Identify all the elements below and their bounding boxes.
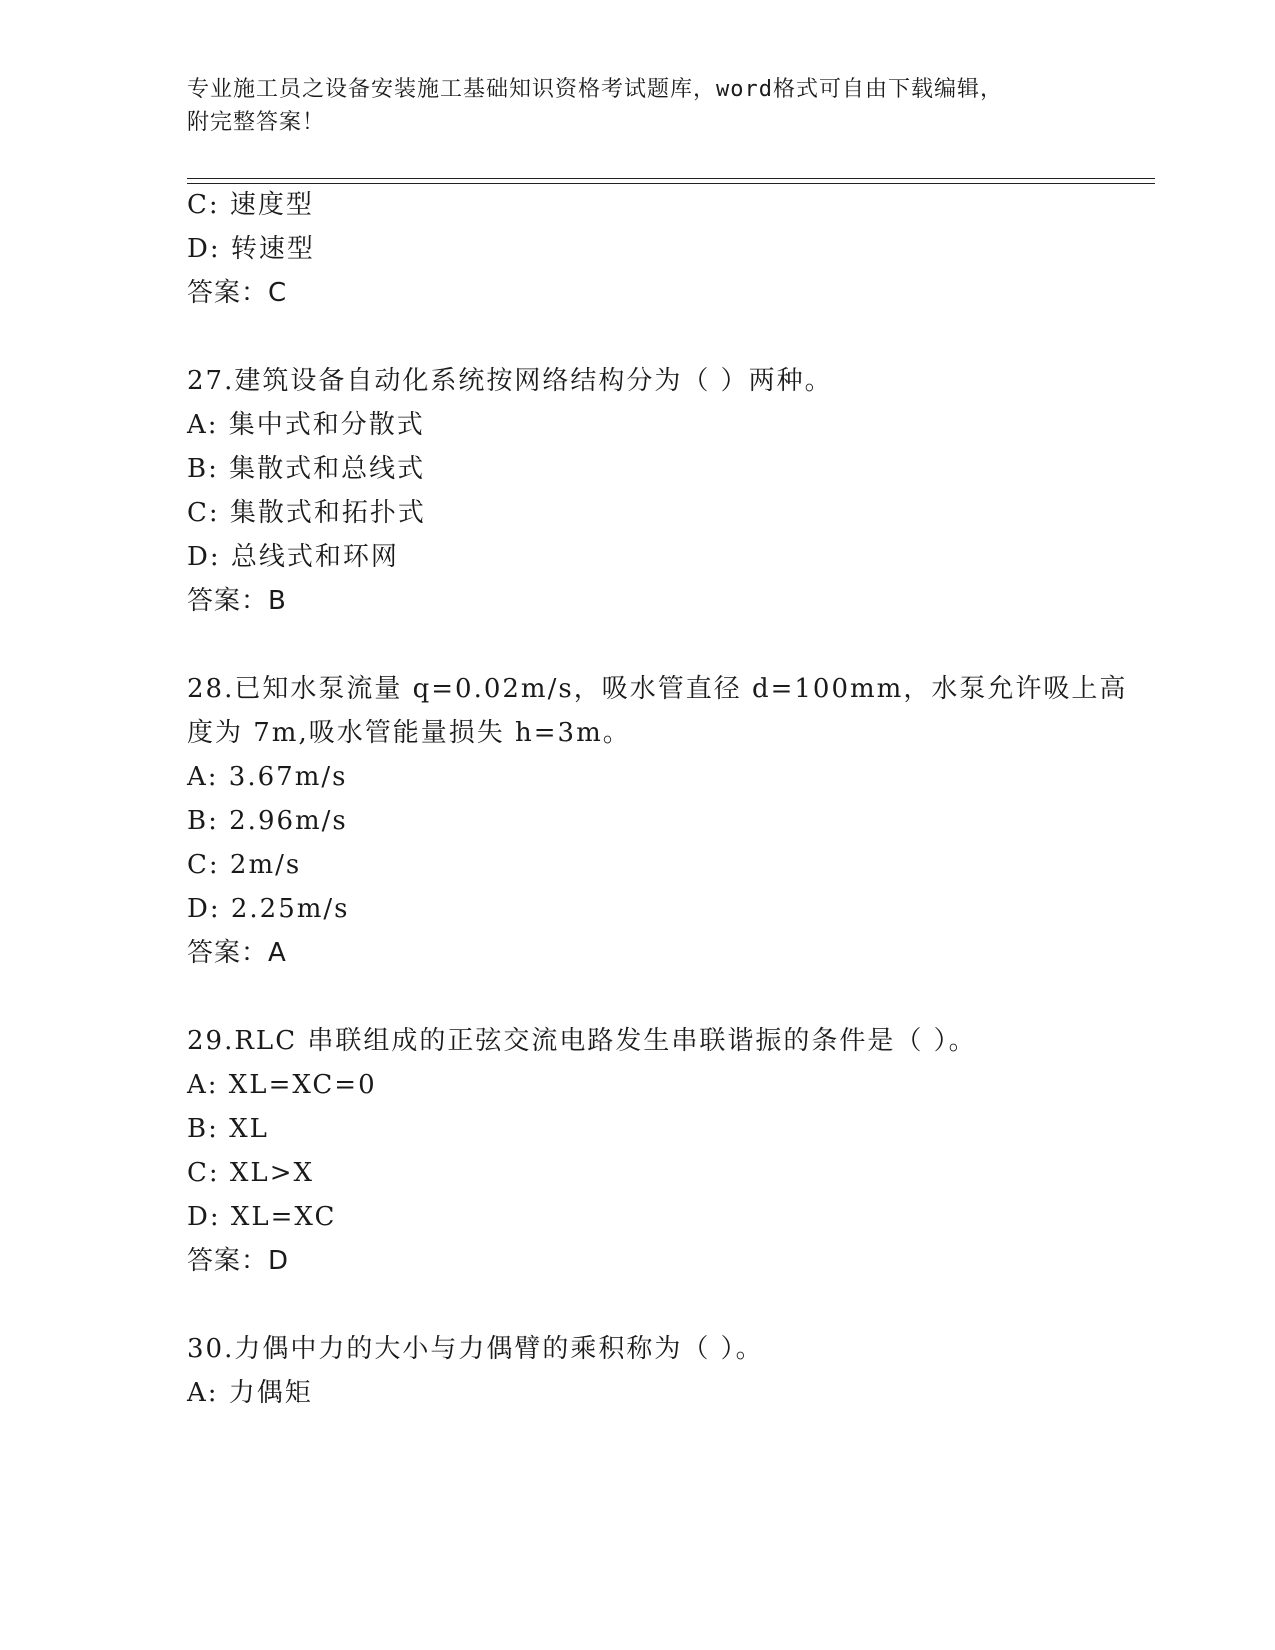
header-divider-top	[187, 178, 1155, 179]
question-28-option-c: C: 2m/s	[187, 850, 302, 880]
answer-line: 答案：C	[187, 278, 288, 308]
question-28-stem-line-1: 28.已知水泵流量 q=0.02m/s，吸水管直径 d=100mm，水泵允许吸上高	[187, 674, 1128, 704]
question-27-option-b: B: 集散式和总线式	[187, 454, 426, 484]
question-27-stem: 27.建筑设备自动化系统按网络结构分为（ ）两种。	[187, 366, 833, 396]
question-30-stem: 30.力偶中力的大小与力偶臂的乘积称为（ ）。	[187, 1334, 764, 1364]
question-30-option-a: A: 力偶矩	[187, 1378, 313, 1408]
header-divider-bottom	[187, 183, 1155, 184]
header-line-2: 附完整答案！	[187, 110, 326, 135]
option-c: C: 速度型	[187, 190, 314, 220]
question-27-option-d: D: 总线式和环网	[187, 542, 399, 572]
option-d: D: 转速型	[187, 234, 315, 264]
question-29-stem: 29.RLC 串联组成的正弦交流电路发生串联谐振的条件是（ ）。	[187, 1026, 977, 1056]
question-28-option-b: B: 2.96m/s	[187, 806, 348, 836]
question-27-option-a: A: 集中式和分散式	[187, 410, 425, 440]
question-29-option-b: B: XL	[187, 1114, 269, 1144]
question-27-answer: 答案：B	[187, 586, 287, 616]
question-28-option-a: A: 3.67m/s	[187, 762, 348, 792]
question-27-option-c: C: 集散式和拓扑式	[187, 498, 426, 528]
question-29-answer: 答案：D	[187, 1246, 290, 1276]
question-29-option-a: A: XL=XC=0	[187, 1070, 377, 1100]
header-line-1: 专业施工员之设备安装施工基础知识资格考试题库，word格式可自由下载编辑，	[187, 77, 1003, 102]
question-28-option-d: D: 2.25m/s	[187, 894, 350, 924]
question-28-answer: 答案：A	[187, 938, 287, 968]
question-28-stem-line-2: 度为 7m,吸水管能量损失 h=3m。	[187, 718, 631, 748]
question-29-option-c: C: XL>X	[187, 1158, 314, 1188]
question-29-option-d: D: XL=XC	[187, 1202, 337, 1232]
page-header	[187, 73, 1067, 139]
